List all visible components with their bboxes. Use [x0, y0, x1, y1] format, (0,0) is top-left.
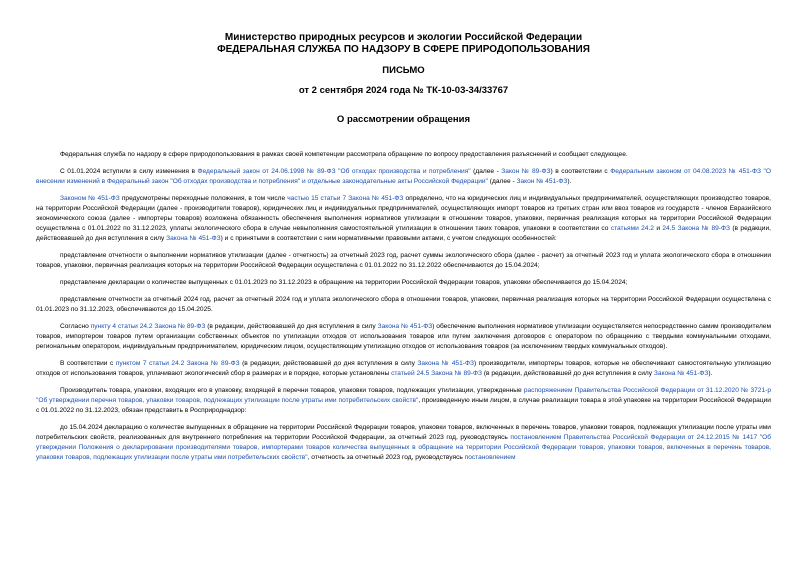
text-span: (далее -: [487, 178, 517, 185]
law-link-451fz[interactable]: Закона № 451-ФЗ: [166, 235, 221, 242]
paragraph-clause4: [36, 322, 771, 352]
law-link-451fz[interactable]: Законом № 451-ФЗ: [60, 195, 120, 202]
law-link-clause7-art24-2[interactable]: пунктом 7 статьи 24.2 Закона № 89-ФЗ: [115, 360, 240, 367]
law-link-451fz[interactable]: Закон № 451-ФЗ: [516, 178, 568, 185]
regulation-link-3721r[interactable]: распоряжением Правительства Российской Федерации от 31.12.2020 № 3721-р "Об утверждении перечня товаров, упаковки товаров, подлежащих утилизации после утраты ими потребительских свойств": [36, 387, 772, 404]
law-link-art24-5[interactable]: статьей 24.5 Закона № 89-ФЗ: [391, 370, 482, 377]
paragraph-declaration: представление декларации о количестве выпущенных с 01.01.2023 по 31.12.2023 в обращение на территории Российской Федерации товаров, упаковки обеспечивается до 15.04.2024;: [60, 279, 628, 286]
text-span: С 01.01.2024 вступили в силу изменения в: [60, 168, 198, 175]
law-link-451fz-full[interactable]: Федеральным законом от 04.08.2023 № 451-ФЗ "О внесении изменений в Федеральный закон "Об отходах производства и потребления" и отдельные законодательные акты Российской Федерации": [36, 168, 771, 185]
text-span: (далее -: [470, 168, 502, 175]
text-span: ) производители, импортеры товаров, которые не обеспечивают самостоятельную утилизацию отходов от использования товаров, уплачивают экологический сбор в размерах и в порядке, которые установлены: [36, 360, 771, 377]
law-link-451fz[interactable]: Закона № 451-ФЗ: [653, 370, 709, 377]
paragraph-transitional: [36, 194, 771, 244]
text-span: до 15.04.2024 декларацию о количестве выпущенных в обращение на территории Российской Федерации товаров, упаковки товаров, включенных в перечень товаров, упаковки товаров, подлежащих утилизации после утраты ими потребительских свойств, реализованных для внутреннего потребления на территории Российской Федерации, за отчетный 2023 год, руководствуясь: [36, 424, 771, 441]
text-span: , отчетность за отчетный 2023 год, руководствуясь: [307, 454, 465, 461]
law-link-part15-art7[interactable]: частью 15 статьи 7 Закона № 451-ФЗ: [287, 195, 404, 202]
date-number-heading: от 2 сентября 2024 года № ТК-10-03-34/33767: [298, 85, 509, 96]
paragraph-intro: Федеральная служба по надзору в сфере природопользования в рамках своей компетенции рассмотрела обращение по вопросу предоставления разъяснений и сообщает следующее.: [60, 151, 628, 158]
law-link-451fz[interactable]: Закона № 451-ФЗ: [377, 323, 433, 330]
law-link-art-24-2[interactable]: статьями 24.2: [610, 225, 654, 232]
paragraph-clause7: [36, 359, 771, 379]
regulation-link-postanovlenie[interactable]: постановлением: [464, 454, 516, 461]
text-span: Производитель товара, упаковки, входящих его в упаковку, входящей в перечни товаров, упаковки товаров, подлежащих утилизации, утвержденные: [60, 387, 524, 394]
text-span: ).: [567, 178, 572, 185]
regulation-link-1417[interactable]: постановлением Правительства Российской Федерации от 24.12.2015 № 1417 "Об утверждении Положения о декларировании производителями товаров, импортерами товаров количества выпущенных в обращение на территории Российской Федерации товаров, упаковки товаров, включенных в перечень товаров, упаковки товаров, подлежащих утилизации после утраты ими потребительских свойств": [36, 434, 771, 461]
paragraph-reporting-2023: представление отчетности о выполнении нормативов утилизации (далее - отчетность) за отчетный 2023 год, расчет суммы экологического сбора (далее - расчет) за отчетный 2023 год и уплата экологического сбора в отношении товаров, упаковки, первичная реализация которых на территории Российской Федерации осуществлена с 01.01.2022 по 31.12.2022 обеспечиваются до 15.04.2024;: [36, 252, 771, 269]
subject-heading: О рассмотрении обращения: [336, 114, 471, 125]
paragraph-deadline: [36, 423, 771, 463]
text-span: и: [653, 225, 663, 232]
text-span: ) и с принятыми в соответствии с ним нормативными правовыми актами, с учетом следующих особенностей:: [220, 235, 557, 242]
law-link-89fz-full[interactable]: Федеральный закон от 24.06.1998 № 89-ФЗ "Об отходах производства и потребления": [197, 168, 471, 175]
text-span: предусмотрены переходные положения, в том числе: [119, 195, 288, 202]
service-heading: ФЕДЕРАЛЬНАЯ СЛУЖБА ПО НАДЗОРУ В СФЕРЕ ПРИРОДОПОЛЬЗОВАНИЯ: [217, 44, 590, 55]
paragraph-changes: [36, 167, 771, 187]
text-span: (в редакции, действовавшей до дня вступления в силу: [239, 360, 418, 367]
law-link-451fz[interactable]: Закона № 451-ФЗ: [417, 360, 474, 367]
law-link-89fz[interactable]: Закон № 89-ФЗ: [501, 168, 551, 175]
doc-type-heading: ПИСЬМО: [382, 65, 425, 76]
text-span: В соответствии с: [60, 360, 116, 367]
law-link-clause4-art24-2[interactable]: пункту 4 статьи 24.2 Закона № 89-ФЗ: [90, 323, 206, 330]
paragraph-producer: [36, 386, 771, 416]
text-span: (в редакции, действовавшей до дня вступления в силу: [481, 370, 654, 377]
text-span: ) в соответствии с: [550, 168, 611, 175]
text-span: (в редакции, действовавшей до дня вступления в силу: [36, 225, 771, 242]
text-span: Согласно: [60, 323, 91, 330]
law-link-art-24-5[interactable]: 24.5 Закона № 89-ФЗ: [662, 225, 730, 232]
paragraph-reporting-2024: представление отчетности за отчетный 2024 год, расчет за отчетный 2024 год и уплата экологического сбора в отношении товаров, упаковки, первичная реализация которых на территории Российской Федерации осуществлена с 01.01.2023 по 31.12.2023, обеспечиваются до 15.04.2025.: [36, 296, 771, 313]
text-span: , произведенную иным лицом, в случае реализации товара в этой упаковке на территории Российской Федерации с 01.01.2022 по 31.12.2023, обязан представить в Росприроднадзор:: [36, 397, 771, 414]
text-span: (в редакции, действовавшей до дня вступления в силу: [205, 323, 378, 330]
letter-body: [36, 150, 771, 470]
text-span: ) обеспечение выполнения нормативов утилизации осуществляется непосредственно самим производителем товаров, импортером товаров путем организации собственных объектов по утилизации отходов от использования товаров или путем заключения договоров с оператором по обращению с твердыми коммунальными отходами, региональным оператором, индивидуальным предпринимателем, юридическим лицом, осуществляющим утилизацию отходов от использования товаров (за исключением твердых коммунальных отходов).: [36, 323, 771, 350]
text-span: определено, что на юридических лиц и индивидуальных предпринимателей, осуществляющих производство товаров, на территории Российской Федерации (далее - производители товаров), юридических лиц и индивидуальных предпринимателей, осуществляющих импорт товаров из третьих стран или ввоз товаров из государств - членов Евразийского экономического союза (далее - импортеры товаров) возложена обязанность обеспечения выполнения нормативов утилизации в отношении товаров, упаковки, первичная реализация которых на территории Российской Федерации осуществлена с 01.01.2022 по 31.12.2023, уплаты экологического сбора в случае невыполнения самостоятельной утилизации в отношении таких товаров, упаковки в соответствии со: [36, 195, 771, 232]
ministry-heading: Министерство природных ресурсов и экологии Российской Федерации: [224, 32, 583, 43]
text-span: ).: [708, 370, 713, 377]
